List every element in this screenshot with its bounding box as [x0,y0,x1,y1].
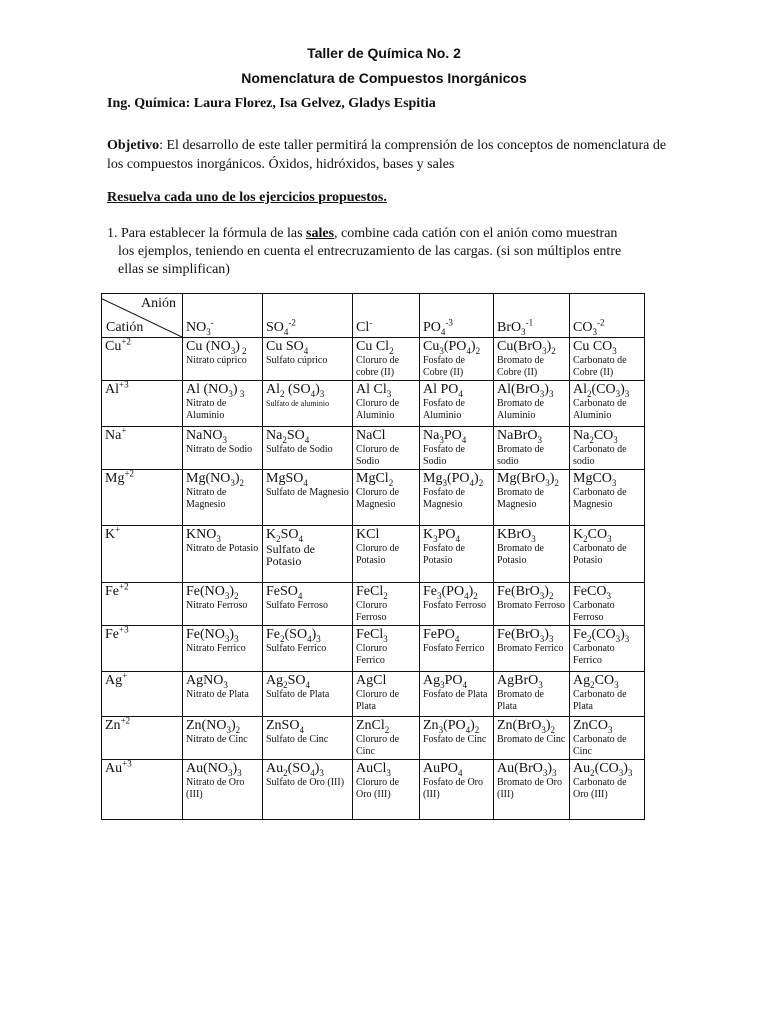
salt-name: Nitrato cúprico [186,355,247,366]
salt-formula: AgNO$_3$ [186,673,228,690]
salt-formula: Cu $SO_4$ [266,339,309,356]
salt-cell [183,626,263,672]
exercise-text-after: , combine cada catión con el anión como muestran [334,226,618,241]
salt-name: Carbonato de Magnesio [573,487,627,510]
salt-name: Sulfato de Cinc [266,734,329,745]
table-row [102,381,645,427]
salt-cell [420,626,494,672]
table-row [102,626,645,672]
anion-header: $CO_3^{-2}$ [570,294,645,338]
anion-header: Cl- [353,294,420,338]
salt-cell [420,526,494,583]
salt-formula: FeCO$_3$ [573,584,611,601]
salt-name: Carbonato de Aluminio [573,398,627,421]
salt-cell [183,672,263,717]
salt-name: Bromato Ferroso [497,600,566,611]
salt-name: Cloruro de Aluminio [356,398,400,421]
salt-cell [494,760,570,820]
objective-label: Objetivo [107,138,160,153]
salt-cell [494,717,570,760]
cation-cell [102,381,183,427]
salt-formula: $K_2CO_3$ [573,527,612,544]
salt-name: Carbonato de Potasio [573,543,627,566]
salt-formula: $Al(BrO_3)_3$ [497,382,554,399]
instruction-heading: Resuelva cada uno de los ejercicios propuestos. [107,190,387,205]
anion-header: $PO_4^{-3}$ [420,294,494,338]
salt-cell [570,338,645,381]
salt-cell [353,760,420,820]
salt-formula: AgBrO$_3$ [497,673,543,690]
objective-paragraph [107,136,667,174]
salt-cell [420,760,494,820]
salt-formula: $K_3PO_4$ [423,527,461,544]
salt-formula: NaNO$_3$ [186,428,228,445]
salt-cell [420,672,494,717]
salt-formula: $Ag_2SO_4$ [266,673,311,690]
salt-formula: Al $Cl_3$ [356,382,392,399]
exercise-1 [107,225,667,279]
salt-cell [353,672,420,717]
salt-cell [570,760,645,820]
salt-formula: $Mg(NO_3)_2$ [186,471,245,488]
salt-name: Bromato de Potasio [497,543,544,566]
cation-cell [102,338,183,381]
salt-name: Bromato de sodio [497,444,544,467]
salt-formula: $Ag_2CO_3$ [573,673,619,690]
salt-formula: FeCl$_2$ [356,584,388,601]
table-row [102,470,645,526]
salt-name: Cloruro de Cinc [356,734,400,757]
salt-cell [263,381,353,427]
salt-name: Sulfato de Oro (III) [266,777,345,788]
salt-formula: Al $PO_4$ [423,382,463,399]
salt-name: Bromato de Cobre (II) [497,355,544,378]
salt-cell [420,427,494,470]
cation-cell [102,427,183,470]
table-row [102,717,645,760]
salt-formula: FeCl$_3$ [356,627,388,644]
cation-symbol: $Zn^{+2}$ [105,716,131,733]
anion-header: BrO$_3^{-1}$ [494,294,570,338]
salt-cell [494,583,570,626]
salt-cell [353,427,420,470]
salt-name: Sulfato cúprico [266,355,328,366]
exercise-keyword: sales [306,226,335,241]
cation-axis-label: Catión [106,320,144,335]
salt-formula: $Na_3PO_4$ [423,428,467,445]
exercise-line-3: ellas se simplifican) [118,262,230,277]
salt-cell [263,626,353,672]
salt-formula: $Au(BrO_3)_3$ [497,761,557,778]
cation-symbol: $Cu^{+2}$ [105,337,131,354]
salt-formula: $Al_2(CO_3)_3$ [573,382,630,399]
salt-name: Nitrato de Cinc [186,734,248,745]
salt-name: Sulfato de Magnesio [266,487,349,498]
salt-formula: $Na_2CO_3$ [573,428,618,445]
salt-cell [353,583,420,626]
cation-cell [102,526,183,583]
salt-name: Carbonato de Cobre (II) [573,355,627,378]
salt-formula: NaBrO$_3$ [497,428,542,445]
salt-formula: Cu $(NO_3)$ $_2$ [186,339,247,356]
salt-formula: $Zn(NO_3)_2$ [186,718,241,735]
salt-formula: $Fe(NO_3)_2$ [186,584,239,601]
table-row [102,338,645,381]
salt-name: Sulfato Ferroso [266,600,328,611]
cation-cell [102,717,183,760]
salt-cell [494,338,570,381]
salt-formula: $Au_2(SO_4)_3$ [266,761,324,778]
salt-name: Bromato Ferrico [497,643,564,654]
cation-cell [102,583,183,626]
salt-name: Sulfato de aluminio [266,399,330,408]
salt-cell [570,717,645,760]
salt-name: Fosfato Ferroso [423,600,487,611]
salt-name: Nitrato de Sodio [186,444,253,455]
salt-cell [183,427,263,470]
salt-name: Fosfato de Sodio [423,444,465,467]
salt-name: Sulfato de Plata [266,689,330,700]
salt-cell [183,338,263,381]
salt-cell [494,672,570,717]
salt-name: Bromato de Aluminio [497,398,544,421]
objective-text: : El desarrollo de este taller permitirá la comprensión de los conceptos de nomenclatura de los compuestos inorgánicos. Óxidos, hidróxidos, bases y sales [107,138,667,172]
salt-name: Fosfato de Aluminio [423,398,465,421]
document-title: Taller de Química No. 2 [307,45,461,61]
salt-name: Nitrato de Plata [186,689,249,700]
salt-formula: ZnSO$_4$ [266,718,304,735]
salt-name: Fosfato de Plata [423,689,488,700]
exercise-line-2: los ejemplos, teniendo en cuenta el entrecruzamiento de las cargas. (si son múltiplos entre [118,244,622,259]
salt-name: Bromato de Cinc [497,734,566,745]
salt-formula: Cu $CO_3$ [573,339,617,356]
salt-name: Fosfato de Cobre (II) [423,355,465,378]
salt-name: Sulfato de Potasio [266,542,315,568]
salt-name: Fosfato de Potasio [423,543,465,566]
salt-formula: FeSO$_4$ [266,584,303,601]
salts-table-body [102,338,645,820]
anion-header: $NO_3^-$ [183,294,263,338]
salt-cell [420,381,494,427]
salt-formula: $Cu(BrO_3)_2$ [497,339,556,356]
salt-name: Carbonato de Cinc [573,734,627,757]
cation-symbol: $Fe^{+3}$ [105,625,129,642]
salt-formula: $K_2SO_4$ [266,527,304,544]
anion-header: $SO_4^{-2}$ [263,294,353,338]
salt-cell [494,626,570,672]
salt-cell [263,470,353,526]
salt-name: Carbonato de Oro (III) [573,777,627,800]
salt-formula: $Mg_3(PO_4)_2$ [423,471,484,488]
salt-formula: $Na_2SO_4$ [266,428,310,445]
salt-cell [570,526,645,583]
salt-cell [353,526,420,583]
salt-formula: Cu $Cl_2$ [356,339,394,356]
salt-name: Carbonato de sodio [573,444,627,467]
salt-cell [570,381,645,427]
salt-name: Cloruro de Sodio [356,444,400,467]
salt-name: Nitrato de Oro (III) [186,777,245,800]
cation-cell [102,760,183,820]
salt-cell [420,470,494,526]
salt-cell [353,338,420,381]
document-subtitle: Nomenclatura de Compuestos Inorgánicos [241,70,527,86]
table-row [102,583,645,626]
salt-name: Carbonato Ferrico [573,643,615,666]
corner-cell [102,294,183,338]
salt-name: Cloruro de Oro (III) [356,777,400,800]
salt-formula: $Fe_2(CO_3)_3$ [573,627,630,644]
salt-formula: ZnCO$_3$ [573,718,613,735]
cation-symbol: $Mg^{+2}$ [105,469,135,486]
salt-cell [263,338,353,381]
salt-cell [420,583,494,626]
salt-cell [570,427,645,470]
salt-formula: $Fe(BrO_3)_3$ [497,627,554,644]
cation-symbol: Na+ [105,426,127,443]
salt-formula: $Fe_3(PO_4)_2$ [423,584,478,601]
salt-formula: $Ag_3PO_4$ [423,673,468,690]
salt-cell [263,583,353,626]
salt-name: Sulfato Ferrico [266,643,327,654]
table-row [102,526,645,583]
salt-formula: AuPO$_4$ [423,761,463,778]
salt-cell [570,470,645,526]
salt-cell [494,381,570,427]
salt-cell [353,626,420,672]
salt-cell [353,717,420,760]
cation-cell [102,626,183,672]
exercise-text-before: 1. Para establecer la fórmula de las [107,226,307,241]
salt-name: Cloruro de cobre (II) [356,355,400,378]
salt-formula: $Zn(BrO_3)_2$ [497,718,555,735]
anion-axis-label: Anión [141,296,176,311]
table-row [102,672,645,717]
salt-name: Nitrato de Aluminio [186,398,227,421]
salt-name: Carbonato de Plata [573,689,627,712]
table-row [102,427,645,470]
cation-symbol: $Au^{+3}$ [105,759,132,776]
salt-cell [263,760,353,820]
salt-cell [263,427,353,470]
salt-cell [494,427,570,470]
salt-name: Carbonato Ferroso [573,600,615,623]
salt-formula: KBrO$_3$ [497,527,536,544]
cation-symbol: $Al^{+3}$ [105,380,129,397]
salt-formula: MgSO$_4$ [266,471,308,488]
salt-cell [183,760,263,820]
salt-name: Cloruro de Magnesio [356,487,400,510]
salt-name: Cloruro de Plata [356,689,400,712]
cation-symbol: Ag+ [105,671,128,688]
salt-cell [183,381,263,427]
salt-name: Nitrato de Magnesio [186,487,227,510]
salt-formula: KCl [356,527,380,542]
salt-cell [183,526,263,583]
cation-cell [102,672,183,717]
salt-cell [263,672,353,717]
salt-name: Cloruro Ferrico [356,643,388,666]
salt-name: Fosfato Ferrico [423,643,485,654]
salt-name: Bromato de Oro (III) [497,777,562,800]
salt-name: Nitrato Ferroso [186,600,248,611]
salt-formula: $KNO_3$ [186,527,221,544]
cation-symbol: $Fe^{+2}$ [105,582,129,599]
salt-formula: Al $(NO_3)$ $_3$ [186,382,245,399]
salts-table [101,293,645,820]
salt-formula: AuCl$_3$ [356,761,391,778]
cation-cell [102,470,183,526]
salt-cell [183,717,263,760]
salt-name: Fosfato de Magnesio [423,487,465,510]
salt-formula: $Au_2(CO_3)_3$ [573,761,633,778]
salt-formula: $Fe(NO_3)_3$ [186,627,239,644]
salt-formula: $Al_2$ $(SO_4)_3$ [266,382,325,399]
cation-symbol: K+ [105,525,121,542]
salt-cell [420,338,494,381]
salt-formula: FePO$_4$ [423,627,460,644]
salt-cell [263,717,353,760]
salt-formula: NaCl [356,428,386,443]
salt-name: Bromato de Plata [497,689,544,712]
salt-formula: $Mg(BrO_3)_2$ [497,471,559,488]
salt-name: Sulfato de Sodio [266,444,333,455]
salt-name: Cloruro Ferroso [356,600,388,623]
salt-cell [494,470,570,526]
salt-cell [353,381,420,427]
salt-formula: $Zn_3(PO_4)_2$ [423,718,480,735]
salt-formula: AgCl [356,673,387,688]
salt-name: Nitrato Ferrico [186,643,246,654]
salt-name: Fosfato de Cinc [423,734,487,745]
salt-cell [353,470,420,526]
header-row [102,294,645,338]
salt-formula: $Au(NO_3)_3$ [186,761,242,778]
salt-cell [183,470,263,526]
salt-cell [570,626,645,672]
salt-name: Cloruro de Potasio [356,543,400,566]
salt-cell [263,526,353,583]
authors-line: Ing. Química: Laura Florez, Isa Gelvez, Gladys Espitia [107,96,436,111]
salt-cell [420,717,494,760]
salt-name: Nitrato de Potasio [186,543,259,554]
salt-formula: $Fe_2(SO_4)_3$ [266,627,321,644]
salt-formula: ZnCl$_2$ [356,718,390,735]
salt-formula: $Cu_3(PO_4)_2$ [423,339,481,356]
table-row [102,760,645,820]
salt-cell [183,583,263,626]
salt-cell [570,672,645,717]
salt-name: Fosfato de Oro (III) [423,777,483,800]
salt-formula: $Fe(BrO_3)_2$ [497,584,554,601]
salt-cell [494,526,570,583]
salt-cell [570,583,645,626]
salt-formula: MgCl$_2$ [356,471,394,488]
salt-formula: MgCO$_3$ [573,471,617,488]
salt-name: Bromato de Magnesio [497,487,544,510]
